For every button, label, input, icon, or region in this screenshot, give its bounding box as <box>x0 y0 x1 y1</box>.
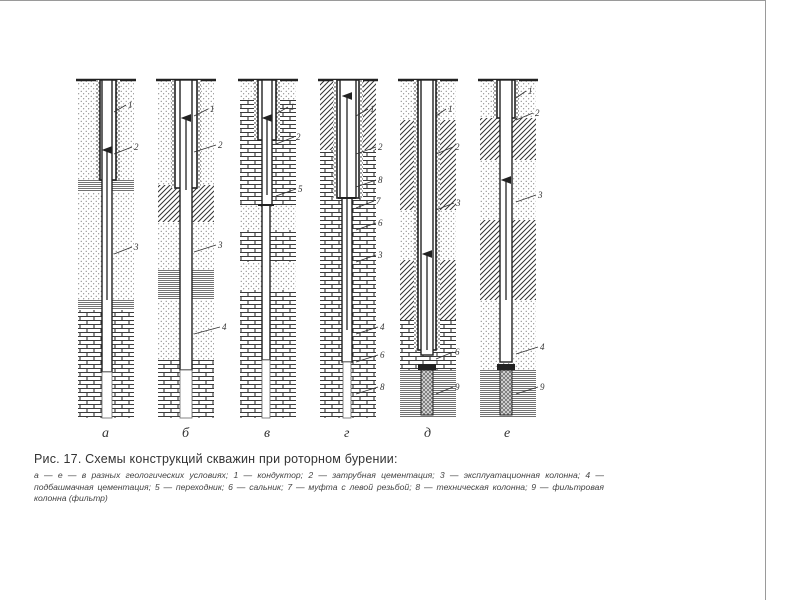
callout-number: 2 <box>218 140 223 150</box>
well-4 <box>318 80 385 441</box>
well-3 <box>238 80 303 441</box>
callout-number: 8 <box>378 175 383 185</box>
callout-number: 9 <box>540 382 545 392</box>
well-letter-label: д <box>424 426 432 441</box>
callout-number: 1 <box>448 104 453 114</box>
well-letter-label: а <box>102 426 109 441</box>
callout-number: 6 <box>455 347 460 357</box>
well-5 <box>398 80 461 441</box>
callout-number: 2 <box>535 108 540 118</box>
well-2 <box>156 80 227 441</box>
callout-number: 9 <box>455 382 460 392</box>
open-hole <box>102 372 112 418</box>
callout-number: 3 <box>218 240 223 250</box>
callout-number: 3 <box>378 250 383 260</box>
callout-number: 3 <box>456 198 461 208</box>
well-letter-label: г <box>344 426 350 441</box>
production-casing <box>340 80 356 198</box>
callout-number: 6 <box>380 350 385 360</box>
well-letter-label: в <box>264 426 271 441</box>
callout-number: 3 <box>538 190 543 200</box>
well-letter-label: б <box>182 426 190 441</box>
packer <box>418 364 436 370</box>
well-6 <box>478 80 545 441</box>
callout-number: 2 <box>455 142 460 152</box>
callout-number: 1 <box>370 104 375 114</box>
caption-title: Рис. 17. Схемы конструкций скважин при роторном бурении: <box>34 452 398 466</box>
callout-number: 1 <box>528 86 533 96</box>
callout-number: 4 <box>540 342 545 352</box>
callout-number: 4 <box>380 322 385 332</box>
callout-number: 2 <box>296 132 301 142</box>
callout-number: 2 <box>134 142 139 152</box>
callout-number: 7 <box>376 196 381 206</box>
open-hole <box>262 360 270 418</box>
callout-number: 6 <box>378 218 383 228</box>
production-casing-lower <box>262 205 270 360</box>
filter-liner <box>421 370 433 415</box>
well-letter-label: е <box>504 426 511 441</box>
well-1 <box>76 80 139 441</box>
open-hole <box>343 362 351 418</box>
figure-caption <box>34 452 604 505</box>
packer <box>497 364 515 370</box>
callout-number: 4 <box>222 322 227 332</box>
filter-liner <box>500 370 512 415</box>
wells-layer <box>76 80 545 441</box>
callout-number: 8 <box>380 382 385 392</box>
callout-number: 1 <box>210 104 215 114</box>
callout-number: 3 <box>134 242 139 252</box>
open-hole <box>180 370 192 418</box>
callout-number: 5 <box>298 184 303 194</box>
callout-number: 2 <box>378 142 383 152</box>
callout-number: 1 <box>290 102 295 112</box>
callout-number: 1 <box>128 100 133 110</box>
caption-body: а — е — в разных геологических условиях; 1 — кондуктор; 2 — затрубная цементация; 3 — эксплуатационная колонна; 4 — подбашмачная цементация; 5 — переходник; 6 — сальник; 7 — муфта с левой резьбой; 8 — техническая колонна; 9 — фильтровая колонна (фильтр) <box>34 470 604 503</box>
